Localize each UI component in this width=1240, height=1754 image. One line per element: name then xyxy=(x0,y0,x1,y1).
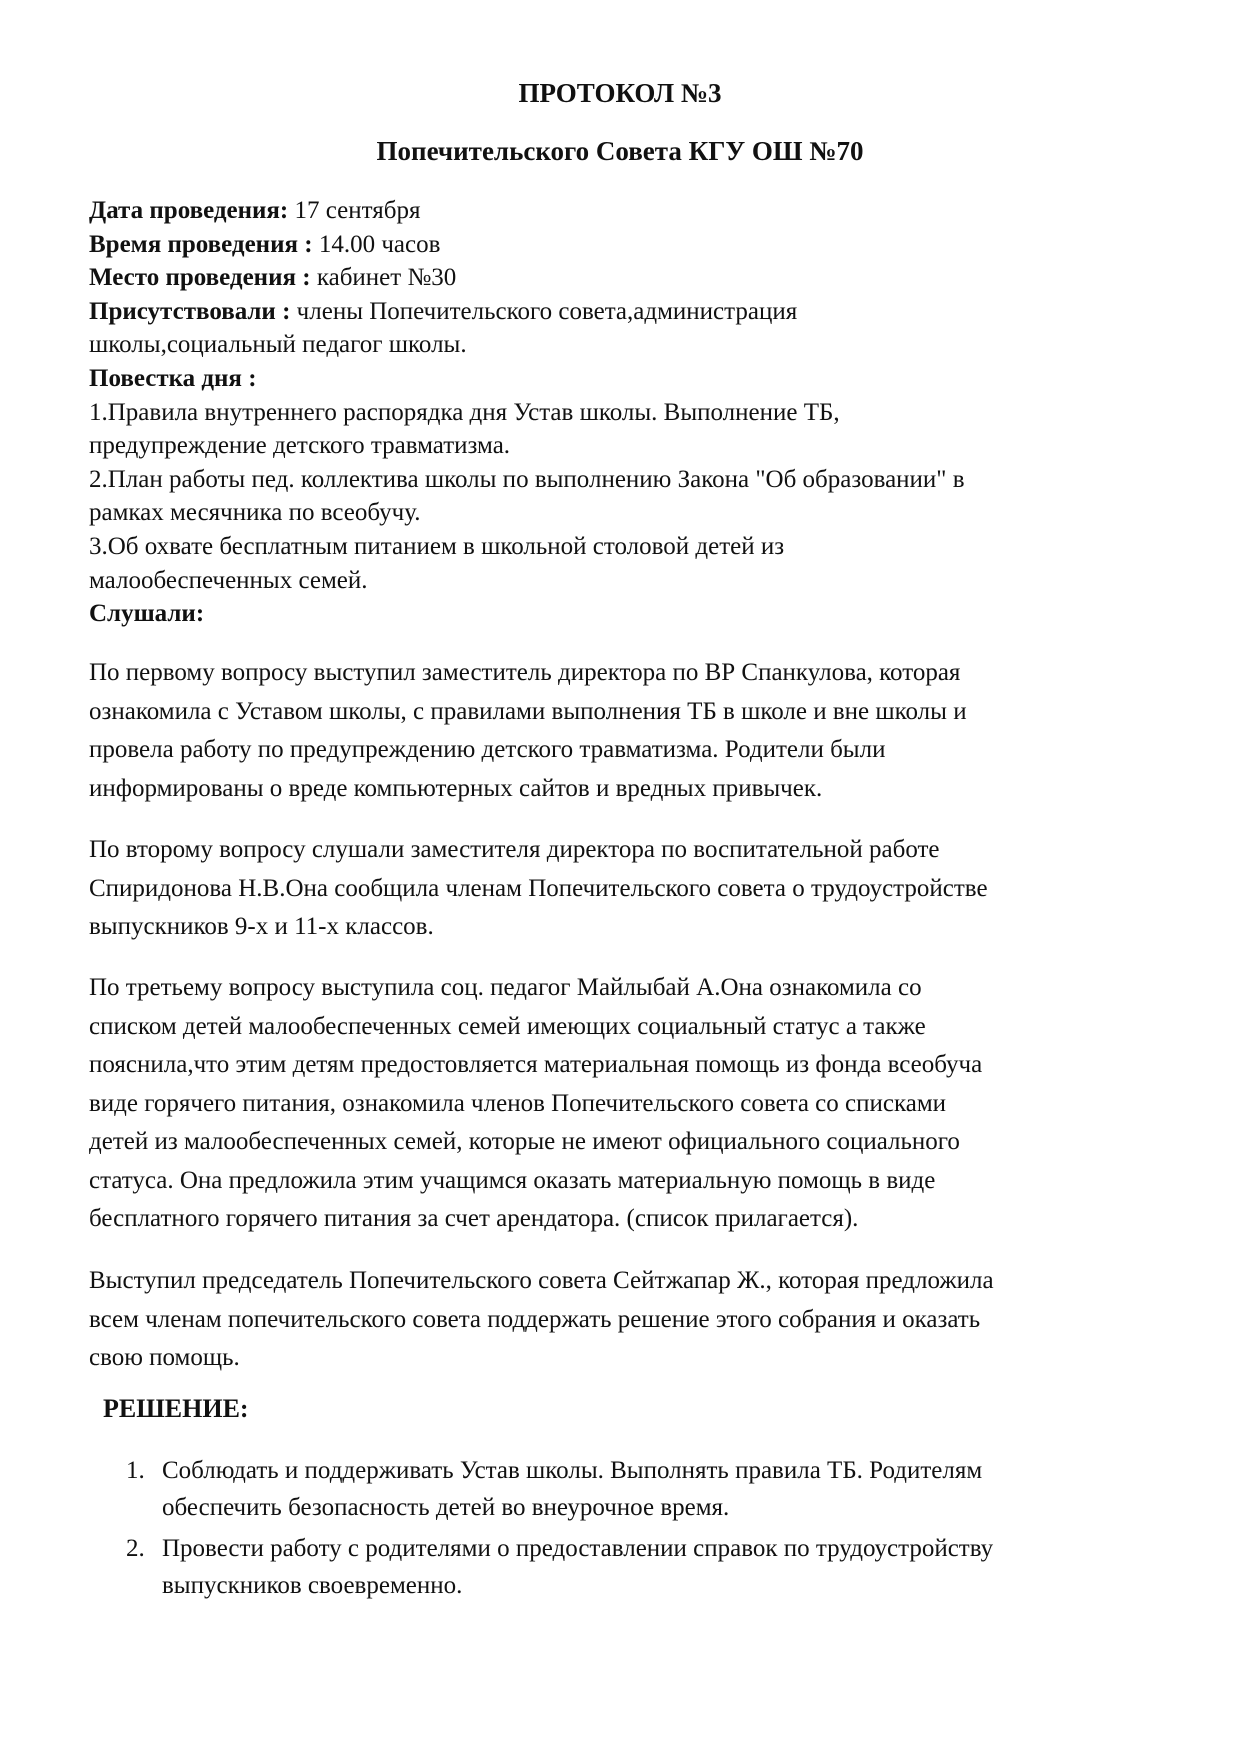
place-label: Место проведения : xyxy=(89,264,311,292)
agenda-item-line: 2.План работы пед. коллектива школы по выполнению Закона "Об образовании" в xyxy=(89,465,965,493)
agenda-item xyxy=(89,463,1149,530)
paragraph-chairman xyxy=(89,1262,1164,1378)
date-value: 17 сентября xyxy=(294,197,421,224)
agenda-item-line: 1.Правила внутреннего распорядка дня Устав школы. Выполнение ТБ, xyxy=(89,398,840,426)
paragraph-line: статуса. Она предложила этим учащимся оказать материальную помощь в виде xyxy=(89,1166,936,1194)
paragraph-line: Выступил председатель Попечительского совета Сейтжапар Ж., которая предложила xyxy=(89,1267,994,1294)
time-row xyxy=(89,228,1149,262)
date-label: Дата проведения: xyxy=(89,197,289,224)
decision-item xyxy=(89,1530,1169,1604)
paragraph-line: выпускников 9-х и 11-х классов. xyxy=(89,913,434,940)
agenda-heading-row xyxy=(89,362,1149,396)
meeting-details xyxy=(89,194,1149,631)
paragraph-line: провела работу по предупреждению детского травматизма. Родители были xyxy=(89,736,886,763)
agenda-item-line: малообеспеченных семей. xyxy=(89,566,368,594)
agenda-item xyxy=(89,396,1149,463)
attendees-value-line2: школы,социальный педагог школы. xyxy=(89,331,467,359)
attendees-label: Присутствовали : xyxy=(89,297,291,325)
paragraph-line: пояснила,что этим детям предостовляется материальная помощь из фонда всеобуча xyxy=(89,1051,983,1078)
paragraph-line: ознакомила с Уставом школы, с правилами выполнения ТБ в школе и вне школы и xyxy=(89,697,967,725)
paragraph-line: Спиридонова Н.В.Она сообщила членам Попечительского совета о трудоустройстве xyxy=(89,874,988,902)
attendees-row xyxy=(89,295,1149,362)
decision-heading: РЕШЕНИЕ: xyxy=(103,1394,249,1423)
paragraph-line: По первому вопросу выступил заместитель директора по ВР Спанкулова, которая xyxy=(89,659,961,686)
paragraph-line: По второму вопросу слушали заместителя директора по воспитательной работе xyxy=(89,836,940,863)
heard-label: Слушали: xyxy=(89,600,205,628)
heard-heading-row xyxy=(89,597,1149,631)
place-row xyxy=(89,261,1149,295)
paragraph-third-question xyxy=(89,969,1164,1239)
decision-line: Провести работу с родителями о предоставлении справок по трудоустройству xyxy=(162,1535,994,1562)
paragraph-first-question xyxy=(89,654,1164,808)
decision-number: 1. xyxy=(126,1457,145,1484)
agenda-item-line: предупреждение детского травматизма. xyxy=(89,432,511,460)
paragraph-line: списком детей малообеспеченных семей имеющих социальный статус а также xyxy=(89,1012,926,1040)
decision-line: Соблюдать и поддерживать Устав школы. Выполнять правила ТБ. Родителям xyxy=(162,1457,983,1484)
document-title: ПРОТОКОЛ №3 xyxy=(518,78,722,108)
agenda-item xyxy=(89,530,1149,597)
agenda-label: Повестка дня : xyxy=(89,364,257,392)
time-value: 14.00 часов xyxy=(318,230,441,258)
date-row xyxy=(89,194,1149,228)
agenda-item-line: рамках месячника по всеобучу. xyxy=(89,499,421,527)
agenda-item-line: 3.Об охвате бесплатным питанием в школьной столовой детей из xyxy=(89,532,785,560)
paragraph-line: всем членам попечительского совета поддержать решение этого собрания и оказать xyxy=(89,1305,981,1333)
attendees-value-line1: члены Попечительского совета,администрация xyxy=(296,297,798,325)
paragraph-line: информированы о вреде компьютерных сайтов и вредных привычек. xyxy=(89,774,823,802)
paragraph-line: бесплатного горячего питания за счет арендатора. (список прилагается). xyxy=(89,1205,859,1232)
decision-line: обеспечить безопасность детей во внеурочное время. xyxy=(162,1494,730,1521)
decision-item xyxy=(89,1452,1169,1526)
decision-list xyxy=(89,1452,1169,1608)
document-subtitle: Попечительского Совета КГУ ОШ №70 xyxy=(376,136,864,166)
paragraph-line: детей из малообеспеченных семей, которые не имеют официального социального xyxy=(89,1128,960,1155)
paragraph-line: По третьему вопросу выступила соц. педагог Майлыбай А.Она ознакомила со xyxy=(89,974,922,1001)
paragraph-line: виде горячего питания, ознакомила членов Попечительского совета со списками xyxy=(89,1089,947,1117)
decision-line: выпускников своевременно. xyxy=(162,1572,463,1599)
decision-number: 2. xyxy=(126,1535,145,1562)
paragraph-second-question xyxy=(89,831,1164,947)
paragraph-line: свою помощь. xyxy=(89,1344,240,1371)
place-value: кабинет №30 xyxy=(316,264,457,292)
time-label: Время проведения : xyxy=(89,230,313,258)
